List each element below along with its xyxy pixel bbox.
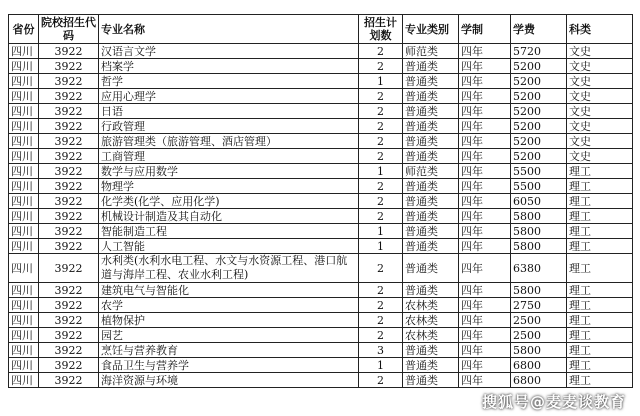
cell-category: 农林类 [403,313,459,328]
cell-plan: 1 [359,224,403,239]
cell-fee: 6380 [511,254,567,283]
cell-code: 3922 [39,209,99,224]
cell-subject: 理工 [567,373,633,388]
cell-subject: 文史 [567,104,633,119]
cell-fee: 5500 [511,164,567,179]
cell-code: 3922 [39,194,99,209]
cell-major: 工商管理 [99,149,359,164]
cell-major: 人工智能 [99,239,359,254]
cell-category: 普通类 [403,358,459,373]
cell-plan: 2 [359,119,403,134]
table-row [9,89,633,104]
cell-fee: 5800 [511,283,567,298]
cell-category: 普通类 [403,209,459,224]
cell-code: 3922 [39,358,99,373]
cell-plan: 2 [359,313,403,328]
cell-plan: 1 [359,358,403,373]
cell-duration: 四年 [459,358,511,373]
cell-major: 机械设计制造及其自动化 [99,209,359,224]
cell-duration: 四年 [459,239,511,254]
cell-province: 四川 [9,119,39,134]
cell-province: 四川 [9,89,39,104]
cell-fee: 2500 [511,313,567,328]
cell-fee: 2750 [511,298,567,313]
cell-plan: 2 [359,209,403,224]
admissions-plan-table [8,14,633,388]
cell-plan: 2 [359,254,403,283]
table-row [9,149,633,164]
cell-fee: 2500 [511,328,567,343]
cell-fee: 5720 [511,44,567,59]
cell-code: 3922 [39,179,99,194]
cell-subject: 文史 [567,44,633,59]
cell-subject: 理工 [567,194,633,209]
cell-plan: 1 [359,74,403,89]
cell-province: 四川 [9,328,39,343]
cell-category: 普通类 [403,194,459,209]
cell-province: 四川 [9,254,39,283]
cell-category: 普通类 [403,254,459,283]
cell-code: 3922 [39,373,99,388]
cell-plan: 2 [359,194,403,209]
cell-subject: 理工 [567,343,633,358]
cell-category: 师范类 [403,164,459,179]
cell-province: 四川 [9,104,39,119]
header-subject: 科类 [567,15,633,44]
cell-province: 四川 [9,313,39,328]
table-row [9,254,633,283]
cell-duration: 四年 [459,224,511,239]
cell-fee: 5800 [511,343,567,358]
table-row [9,134,633,149]
cell-fee: 5800 [511,239,567,254]
cell-duration: 四年 [459,74,511,89]
cell-plan: 2 [359,179,403,194]
cell-major: 档案学 [99,59,359,74]
cell-code: 3922 [39,254,99,283]
cell-plan: 2 [359,283,403,298]
cell-major: 化学类(化学、应用化学) [99,194,359,209]
table-row [9,104,633,119]
cell-plan: 2 [359,149,403,164]
cell-fee: 5200 [511,134,567,149]
table-row [9,179,633,194]
cell-code: 3922 [39,343,99,358]
cell-province: 四川 [9,209,39,224]
cell-subject: 理工 [567,164,633,179]
cell-major: 应用心理学 [99,89,359,104]
cell-subject: 理工 [567,254,633,283]
cell-duration: 四年 [459,283,511,298]
header-plan: 招生计划数 [359,15,403,44]
cell-category: 普通类 [403,149,459,164]
cell-subject: 理工 [567,358,633,373]
cell-plan: 2 [359,298,403,313]
cell-category: 普通类 [403,373,459,388]
cell-major: 数学与应用数学 [99,164,359,179]
cell-duration: 四年 [459,194,511,209]
cell-category: 师范类 [403,44,459,59]
cell-code: 3922 [39,149,99,164]
cell-plan: 3 [359,343,403,358]
cell-subject: 理工 [567,179,633,194]
table-row [9,224,633,239]
cell-major: 海洋资源与环境 [99,373,359,388]
cell-fee: 5800 [511,209,567,224]
watermark: 搜狐号@麦麦谈教育 [481,393,626,411]
cell-fee: 6800 [511,373,567,388]
cell-duration: 四年 [459,313,511,328]
cell-code: 3922 [39,104,99,119]
table-row [9,343,633,358]
cell-subject: 理工 [567,283,633,298]
header-province: 省份 [9,15,39,44]
cell-duration: 四年 [459,254,511,283]
cell-category: 普通类 [403,239,459,254]
cell-province: 四川 [9,224,39,239]
cell-code: 3922 [39,44,99,59]
table-row [9,164,633,179]
cell-subject: 文史 [567,89,633,104]
cell-subject: 理工 [567,224,633,239]
cell-code: 3922 [39,328,99,343]
cell-province: 四川 [9,179,39,194]
cell-major: 物理学 [99,179,359,194]
cell-duration: 四年 [459,134,511,149]
cell-code: 3922 [39,134,99,149]
cell-code: 3922 [39,119,99,134]
cell-code: 3922 [39,298,99,313]
cell-province: 四川 [9,164,39,179]
cell-major: 食品卫生与营养学 [99,358,359,373]
cell-major: 烹饪与营养教育 [99,343,359,358]
cell-subject: 文史 [567,74,633,89]
table-row [9,283,633,298]
cell-plan: 2 [359,373,403,388]
cell-major: 哲学 [99,74,359,89]
cell-fee: 5800 [511,224,567,239]
cell-major: 建筑电气与智能化 [99,283,359,298]
table-row [9,59,633,74]
cell-fee: 5200 [511,119,567,134]
cell-plan: 1 [359,164,403,179]
cell-subject: 理工 [567,328,633,343]
cell-province: 四川 [9,358,39,373]
cell-duration: 四年 [459,89,511,104]
cell-category: 普通类 [403,104,459,119]
cell-province: 四川 [9,239,39,254]
table-row [9,358,633,373]
table-body [9,44,633,388]
cell-code: 3922 [39,224,99,239]
cell-category: 普通类 [403,74,459,89]
cell-province: 四川 [9,343,39,358]
table-row [9,313,633,328]
table-row [9,298,633,313]
cell-fee: 6050 [511,194,567,209]
cell-major: 智能制造工程 [99,224,359,239]
cell-duration: 四年 [459,209,511,224]
cell-province: 四川 [9,298,39,313]
cell-subject: 文史 [567,119,633,134]
cell-major: 日语 [99,104,359,119]
cell-major: 行政管理 [99,119,359,134]
cell-plan: 2 [359,44,403,59]
cell-category: 普通类 [403,283,459,298]
cell-province: 四川 [9,373,39,388]
cell-plan: 1 [359,239,403,254]
cell-category: 农林类 [403,328,459,343]
cell-category: 普通类 [403,59,459,74]
table-row [9,328,633,343]
cell-duration: 四年 [459,59,511,74]
cell-province: 四川 [9,283,39,298]
cell-fee: 5200 [511,149,567,164]
cell-duration: 四年 [459,343,511,358]
cell-subject: 理工 [567,239,633,254]
cell-code: 3922 [39,313,99,328]
cell-duration: 四年 [459,373,511,388]
cell-plan: 2 [359,104,403,119]
cell-duration: 四年 [459,149,511,164]
cell-duration: 四年 [459,44,511,59]
table-row [9,74,633,89]
cell-subject: 理工 [567,298,633,313]
table-row [9,239,633,254]
cell-subject: 文史 [567,149,633,164]
cell-category: 普通类 [403,119,459,134]
cell-fee: 6800 [511,358,567,373]
cell-plan: 2 [359,59,403,74]
header-fee: 学费 [511,15,567,44]
table-row [9,373,633,388]
cell-code: 3922 [39,164,99,179]
cell-major: 旅游管理类（旅游管理、酒店管理） [99,134,359,149]
cell-duration: 四年 [459,298,511,313]
cell-category: 普通类 [403,343,459,358]
cell-province: 四川 [9,74,39,89]
cell-plan: 2 [359,134,403,149]
cell-category: 普通类 [403,179,459,194]
cell-subject: 理工 [567,209,633,224]
cell-code: 3922 [39,59,99,74]
cell-code: 3922 [39,283,99,298]
cell-subject: 文史 [567,134,633,149]
table-row [9,209,633,224]
header-duration: 学制 [459,15,511,44]
cell-subject: 理工 [567,313,633,328]
table-row [9,194,633,209]
cell-category: 农林类 [403,298,459,313]
cell-fee: 5500 [511,179,567,194]
cell-major: 汉语言文学 [99,44,359,59]
cell-province: 四川 [9,149,39,164]
cell-fee: 5200 [511,74,567,89]
cell-province: 四川 [9,44,39,59]
cell-province: 四川 [9,134,39,149]
cell-category: 普通类 [403,134,459,149]
cell-duration: 四年 [459,328,511,343]
cell-category: 普通类 [403,89,459,104]
cell-duration: 四年 [459,179,511,194]
cell-code: 3922 [39,239,99,254]
header-category: 专业类别 [403,15,459,44]
table-row [9,119,633,134]
header-code: 院校招生代码 [39,15,99,44]
cell-duration: 四年 [459,104,511,119]
cell-plan: 2 [359,89,403,104]
cell-fee: 5200 [511,89,567,104]
cell-major: 植物保护 [99,313,359,328]
cell-major: 园艺 [99,328,359,343]
cell-province: 四川 [9,59,39,74]
header-major: 专业名称 [99,15,359,44]
cell-duration: 四年 [459,119,511,134]
cell-code: 3922 [39,74,99,89]
cell-major: 农学 [99,298,359,313]
cell-fee: 5200 [511,59,567,74]
cell-plan: 2 [359,328,403,343]
table-header-row [9,15,633,44]
cell-province: 四川 [9,194,39,209]
cell-subject: 文史 [567,59,633,74]
table-row [9,44,633,59]
cell-duration: 四年 [459,164,511,179]
cell-category: 普通类 [403,224,459,239]
cell-major: 水利类(水利水电工程、水文与水资源工程、港口航道与海岸工程、农业水利工程) [99,254,359,283]
cell-fee: 5200 [511,104,567,119]
admissions-table-container [8,14,632,388]
cell-code: 3922 [39,89,99,104]
